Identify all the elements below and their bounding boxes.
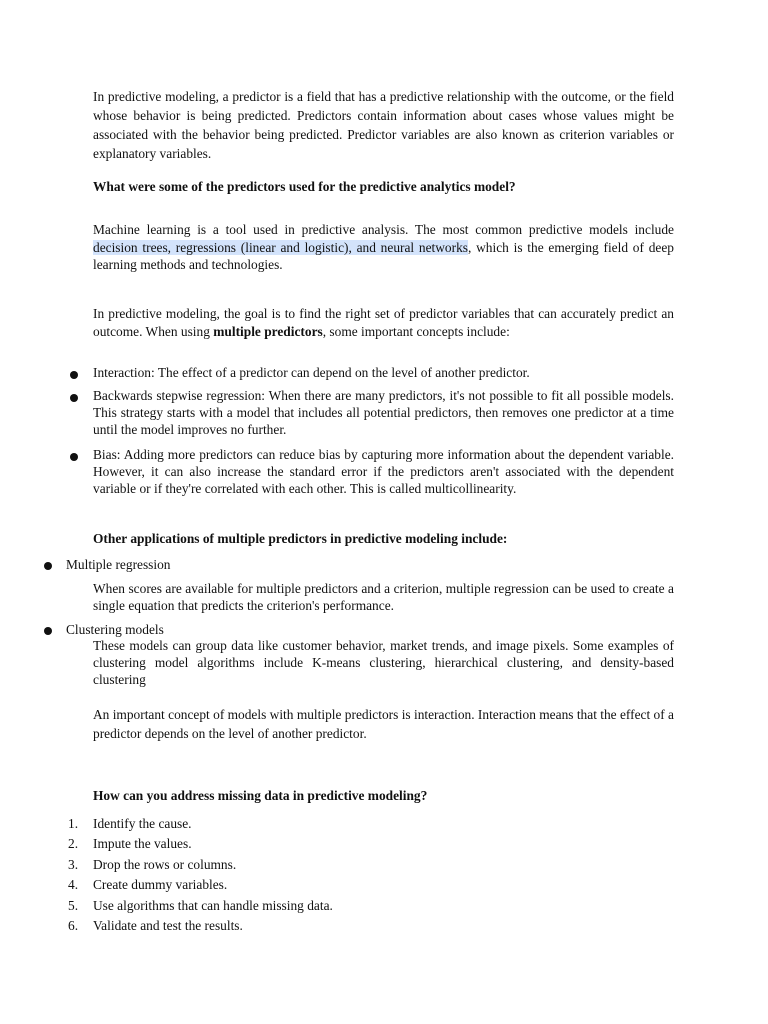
list-item: Backwards stepwise regression: When there are many predictors, it's not possible to fit all possible models. This strategy starts with a model that includes all potential predictors, then removes one predictor at a time until the model improves no further. [93, 388, 674, 438]
step-number: 1. [68, 816, 79, 831]
list-item: Bias: Adding more predictors can reduce bias by capturing more information about the dependent variable. However, it can also increase the standard error if the predictors aren't associated with the dependent variable or if they're correlated with each other. This is called multicollinearity. [93, 447, 674, 497]
step-text: Use algorithms that can handle missing data. [93, 898, 333, 913]
bullet-icon [44, 562, 52, 570]
step-text: Drop the rows or columns. [93, 857, 237, 872]
list-item [68, 876, 227, 893]
application-text-clustering: These models can group data like customer behavior, market trends, and image pixels. Some examples of clustering model algorithms include K-means clustering, hierarchical clustering, and density-based clustering [93, 638, 674, 687]
section-heading-missing-data: How can you address missing data in predictive modeling? [93, 788, 428, 803]
bullet-icon [44, 627, 52, 635]
multiple-predictors-intro [93, 305, 674, 340]
step-text: Create dummy variables. [93, 877, 228, 892]
ml-paragraph-end: , which is the emerging field of deep learning methods and technologies. [93, 239, 675, 272]
application-text-multiple-regression: When scores are available for multiple predictors and a criterion, multiple regression can be used to create a single equation that predicts the criterion's performance. [93, 581, 674, 613]
bullet-icon [70, 453, 78, 461]
intro-paragraph: In predictive modeling, a predictor is a field that has a predictive relationship with the outcome, or the field whose behavior is being predicted. Predictors contain information about cases whose values might be associated with the behavior being predicted. Predictor variables are also known as criterion variables or explanatory variables. [93, 89, 674, 161]
intro-start: In predictive modeling, the goal is to find the right set of predictor variables that can accurately predict an outcome. When using [93, 306, 674, 339]
list-item [68, 897, 333, 914]
bullet-icon [70, 394, 78, 402]
bullet-icon [70, 371, 78, 379]
ml-paragraph-start: Machine learning is a tool used in predictive analysis. The most common predictive models include [93, 222, 674, 237]
highlighted-text: decision trees, regressions (linear and logistic), and neural networks [93, 239, 468, 255]
bold-term: multiple predictors [213, 323, 323, 339]
list-item [68, 815, 192, 832]
step-text: Impute the values. [93, 836, 192, 851]
application-label-multiple-regression: Multiple regression [66, 557, 171, 572]
step-number: 6. [68, 918, 79, 933]
step-text: Validate and test the results. [93, 918, 243, 933]
list-item [68, 835, 192, 852]
list-item [68, 917, 243, 934]
step-number: 3. [68, 857, 79, 872]
intro-end: , some important concepts include: [322, 323, 510, 339]
step-number: 5. [68, 898, 79, 913]
interaction-paragraph: An important concept of models with multiple predictors is interaction. Interaction means that the effect of a predictor depends on the level of another predictor. [93, 707, 674, 741]
section-heading-applications: Other applications of multiple predictors in predictive modeling include: [93, 531, 508, 546]
step-number: 4. [68, 877, 79, 892]
ml-paragraph [93, 221, 674, 274]
step-number: 2. [68, 836, 79, 851]
section-heading-predictors: What were some of the predictors used for the predictive analytics model? [93, 179, 516, 194]
application-label-clustering: Clustering models [66, 622, 164, 637]
step-text: Identify the cause. [93, 816, 192, 831]
list-item [68, 856, 236, 873]
list-item: Interaction: The effect of a predictor can depend on the level of another predictor. [93, 365, 530, 380]
